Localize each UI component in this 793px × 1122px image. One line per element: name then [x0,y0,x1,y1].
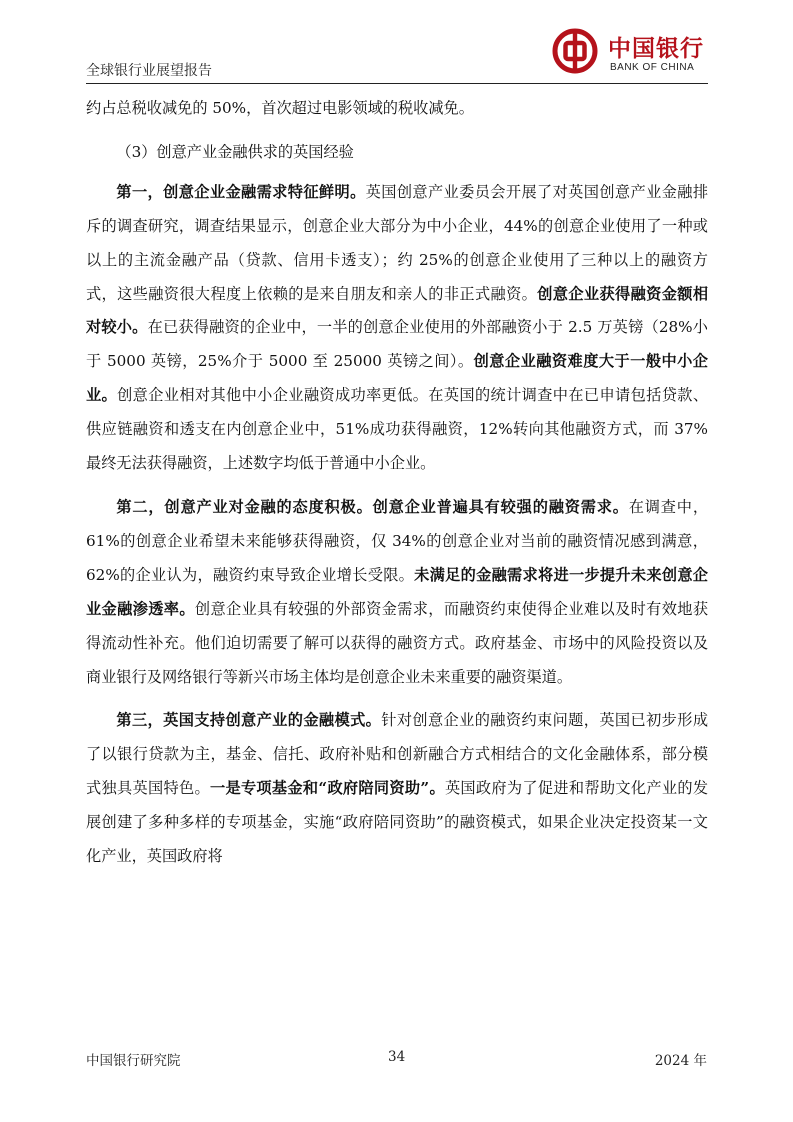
paragraph-emphasis: 创意企业普遍具有较强的融资需求。 [372,497,629,516]
paragraph-third [86,704,708,874]
footer-year: 2024 年 [654,1053,707,1069]
bank-of-china-emblem-icon [552,28,598,74]
page-body [86,92,708,884]
paragraph-emphasis: 一是专项基金和“政府陪同资助”。 [209,779,445,798]
bank-logo [546,26,711,80]
paragraph-text: 英国政府为了促进和帮助文化产业的发展创建了多种多样的专项基金，实施“政府陪同资助”的融资模式，如果企业决定投资某一文化产业，英国政府将 [86,779,709,866]
header-divider [86,83,708,84]
paragraph-lead: 第三，英国支持创意产业的金融模式。 [116,711,382,730]
footer-organization: 中国银行研究院 [86,1053,181,1069]
paragraph-emphasis: 未满足的金融需求将进一步提升未来创意企业金融渗透率。 [86,565,708,618]
paragraph-first [86,176,708,481]
paragraph-text: 创意企业相对其他中小企业融资成功率更低。在英国的统计调查中在已申请包括贷款、供应链融资和透支在内创意企业中，51%成功获得融资，12%转向其他融资方式，而 37%最终无法获得融资，上述数字均低于普通中小企业。 [86,386,709,473]
paragraph-lead: 第二，创意产业对金融的态度积极。 [116,497,373,516]
paragraph-text: 在已获得融资的企业中，一半的创意企业使用的外部融资小于 2.5 万英镑（28%小于 5000 英镑，25%介于 5000 至 25000 英镑之间）。 [86,318,708,371]
paragraph-text: 针对创意企业的融资约束问题，英国已初步形成了以银行贷款为主，基金、信托、政府补贴和创新融合方式相结合的文化金融体系，部分模式独具英国特色。 [86,711,709,798]
paragraph-text: 在调查中，61%的创意企业希望未来能够获得融资，仅 34%的创意企业对当前的融资情况感到满意，62%的企业认为，融资约束导致企业增长受限。 [86,497,708,584]
section-heading: （3）创意产业金融供求的英国经验 [116,142,354,161]
paragraph-text: 英国创意产业委员会开展了对英国创意产业金融排斥的调查研究，调查结果显示，创意企业大部分为中小企业，44%的创意企业使用了一种或以上的主流金融产品（贷款、信用卡透支）；约 25%的创意企业使用了三种以上的融资方式，这些融资很大程度上依赖的是来自朋友和亲人的非正式融资。 [86,182,709,303]
report-title: 全球银行业展望报告 [86,63,212,79]
paragraph-lead: 第一，创意企业金融需求特征鲜明。 [116,182,366,201]
paragraph-emphasis: 创意企业融资难度大于一般中小企业。 [86,352,708,405]
paragraph-text: 创意企业具有较强的外部资金需求，而融资约束使得企业难以及时有效地获得流动性补充。他们迫切需要了解可以获得的融资方式。政府基金、市场中的风险投资以及商业银行及网络银行等新兴市场主体均是创意企业未来重要的融资渠道。 [86,599,709,686]
logo-english-name: BANK OF CHINA [610,62,695,73]
page-number: 34 [388,1049,406,1065]
paragraph-second [86,491,708,694]
logo-chinese-name: 中国银行 [608,35,704,62]
paragraph-emphasis: 创意企业获得融资金额相对较小。 [86,284,709,337]
continuation-text: 约占总税收减免的 50%，首次超过电影领域的税收减免。 [86,99,474,117]
